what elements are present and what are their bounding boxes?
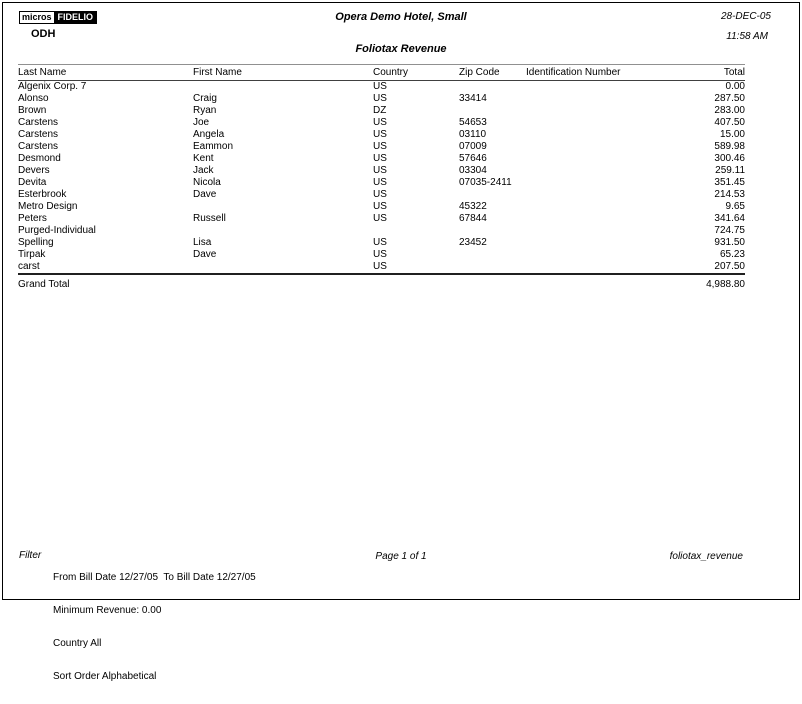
- cell-first-name: Craig: [193, 93, 217, 104]
- cell-country: DZ: [373, 105, 387, 116]
- cell-last-name: Desmond: [18, 153, 61, 164]
- cell-total: 9.65: [725, 201, 745, 212]
- cell-last-name: Carstens: [18, 129, 59, 140]
- report-filename: foliotax_revenue: [669, 551, 743, 562]
- filter-line: Sort Order Alphabetical: [53, 671, 157, 682]
- cell-country: US: [373, 153, 387, 164]
- cell-first-name: Angela: [193, 129, 225, 140]
- cell-identification-number: [526, 129, 676, 141]
- page-number: Page 1 of 1: [375, 551, 427, 562]
- cell-country: US: [373, 81, 387, 92]
- micros-logo-text: micros: [19, 11, 55, 24]
- cell-first-name: Jack: [193, 165, 214, 176]
- table-row: [18, 153, 745, 165]
- hotel-name: Opera Demo Hotel, Small: [335, 11, 467, 23]
- cell-country: US: [373, 177, 387, 188]
- cell-first-name: [193, 261, 373, 274]
- cell-last-name: Carstens: [18, 141, 59, 152]
- table-row: [18, 81, 745, 94]
- cell-first-name: Eammon: [193, 141, 234, 152]
- cell-zip-code: 54653: [459, 117, 487, 128]
- cell-total: 931.50: [714, 237, 745, 248]
- report-time: 11:58 AM: [726, 31, 768, 42]
- cell-first-name: Ryan: [193, 105, 217, 116]
- filter-line: From Bill Date 12/27/05 To Bill Date 12/27/05: [53, 572, 256, 583]
- cell-total: 65.23: [719, 249, 745, 260]
- cell-zip-code: [459, 105, 526, 117]
- cell-last-name: Spelling: [18, 237, 54, 248]
- cell-identification-number: [526, 165, 676, 177]
- column-header-country: Country: [373, 65, 459, 81]
- cell-identification-number: [526, 261, 676, 274]
- filter-line: Minimum Revenue: 0.00: [53, 605, 162, 616]
- table-header-row: [18, 65, 745, 81]
- column-header-last-name: Last Name: [18, 65, 193, 81]
- table-row: [18, 117, 745, 129]
- cell-country: US: [373, 141, 387, 152]
- cell-total: 589.98: [714, 141, 745, 152]
- column-header-total: Total: [676, 65, 745, 81]
- cell-country: US: [373, 237, 387, 248]
- table-row: [18, 237, 745, 249]
- cell-last-name: Alonso: [18, 93, 49, 104]
- table-row: [18, 141, 745, 153]
- cell-zip-code: 67844: [459, 213, 487, 224]
- column-header-identification-number: Identification Number: [526, 65, 676, 81]
- grand-total-row: [18, 274, 745, 291]
- cell-identification-number: [526, 153, 676, 165]
- cell-country: [373, 225, 459, 237]
- cell-last-name: Purged-Individual: [18, 225, 96, 236]
- grand-total-label: Grand Total: [18, 274, 676, 291]
- table-body: [18, 81, 745, 275]
- cell-identification-number: [526, 141, 676, 153]
- table-row: [18, 201, 745, 213]
- grand-total-value: 4,988.80: [676, 274, 745, 291]
- cell-zip-code: 07035-2411: [459, 177, 512, 188]
- cell-country: US: [373, 93, 387, 104]
- report-date: 28-DEC-05: [720, 11, 771, 22]
- cell-zip-code: [459, 189, 526, 201]
- cell-total: 214.53: [714, 189, 745, 200]
- fidelio-logo-text: FIDELIO: [55, 11, 98, 24]
- cell-first-name: Kent: [193, 153, 214, 164]
- property-code: ODH: [31, 28, 56, 40]
- cell-first-name: Russell: [193, 213, 226, 224]
- table-row: [18, 225, 745, 237]
- table-row: [18, 165, 745, 177]
- cell-zip-code: 07009: [459, 141, 487, 152]
- cell-zip-code: [459, 249, 526, 261]
- cell-identification-number: [526, 177, 676, 189]
- table-row: [18, 93, 745, 105]
- cell-first-name: [193, 81, 373, 94]
- cell-identification-number: [526, 105, 676, 117]
- filter-line: Country All: [53, 638, 102, 649]
- cell-zip-code: [459, 261, 526, 274]
- cell-identification-number: [526, 201, 676, 213]
- cell-country: US: [373, 261, 387, 272]
- table-row: [18, 189, 745, 201]
- filter-label: Filter: [19, 550, 42, 561]
- cell-country: US: [373, 213, 387, 224]
- cell-first-name: Dave: [193, 249, 217, 260]
- table-row: [18, 129, 745, 141]
- cell-total: 207.50: [714, 261, 745, 272]
- cell-zip-code: 45322: [459, 201, 487, 212]
- cell-total: 283.00: [714, 105, 745, 116]
- cell-last-name: Brown: [18, 105, 47, 116]
- cell-first-name: [193, 225, 373, 237]
- cell-first-name: Lisa: [193, 237, 212, 248]
- table-row: [18, 105, 745, 117]
- table-row: [18, 177, 745, 189]
- cell-country: US: [373, 117, 387, 128]
- report-page: [2, 2, 800, 682]
- cell-last-name: Esterbrook: [18, 189, 67, 200]
- cell-zip-code: 57646: [459, 153, 487, 164]
- cell-identification-number: [526, 81, 676, 94]
- foliotax-revenue-table: [18, 64, 745, 291]
- cell-identification-number: [526, 189, 676, 201]
- cell-last-name: carst: [18, 261, 40, 272]
- cell-identification-number: [526, 117, 676, 129]
- cell-last-name: Metro Design: [18, 201, 78, 212]
- table-row: [18, 249, 745, 261]
- cell-first-name: [193, 201, 373, 213]
- table-row: [18, 213, 745, 225]
- cell-zip-code: 23452: [459, 237, 487, 248]
- cell-identification-number: [526, 249, 676, 261]
- cell-total: 300.46: [714, 153, 745, 164]
- table-row: [18, 261, 745, 274]
- cell-identification-number: [526, 225, 676, 237]
- cell-first-name: Joe: [193, 117, 210, 128]
- cell-last-name: Peters: [18, 213, 47, 224]
- cell-zip-code: 33414: [459, 93, 487, 104]
- cell-country: US: [373, 189, 387, 200]
- cell-total: 15.00: [719, 129, 745, 140]
- cell-identification-number: [526, 93, 676, 105]
- column-header-zip-code: Zip Code: [459, 65, 526, 81]
- cell-first-name: Nicola: [193, 177, 221, 188]
- cell-zip-code: 03110: [459, 129, 487, 140]
- cell-total: 0.00: [725, 81, 745, 92]
- cell-total: 341.64: [714, 213, 745, 224]
- cell-last-name: Algenix Corp. 7: [18, 81, 87, 92]
- report-title: Foliotax Revenue: [355, 43, 447, 55]
- cell-identification-number: [526, 237, 676, 249]
- cell-last-name: Devers: [18, 165, 50, 176]
- cell-country: US: [373, 129, 387, 140]
- cell-country: US: [373, 165, 387, 176]
- cell-last-name: Devita: [18, 177, 47, 188]
- cell-zip-code: [459, 81, 526, 94]
- cell-first-name: Dave: [193, 189, 217, 200]
- column-header-first-name: First Name: [193, 65, 373, 81]
- cell-zip-code: [459, 225, 526, 237]
- cell-zip-code: 03304: [459, 165, 487, 176]
- cell-last-name: Carstens: [18, 117, 59, 128]
- cell-total: 351.45: [714, 177, 745, 188]
- cell-identification-number: [526, 213, 676, 225]
- cell-total: 287.50: [714, 93, 745, 104]
- cell-last-name: Tirpak: [18, 249, 46, 260]
- cell-country: US: [373, 201, 387, 212]
- cell-total: 724.75: [714, 225, 745, 236]
- cell-country: US: [373, 249, 387, 260]
- filter-lines: [53, 550, 256, 704]
- cell-total: 259.11: [715, 165, 745, 176]
- cell-total: 407.50: [714, 117, 745, 128]
